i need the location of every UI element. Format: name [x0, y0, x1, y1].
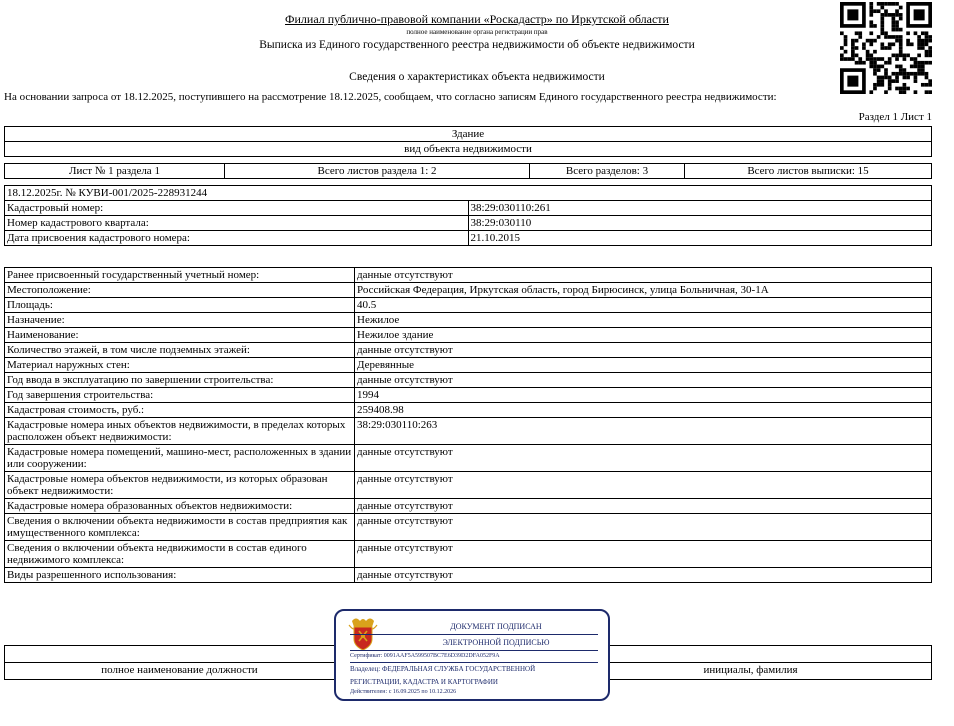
- row-value: Нежилое здание: [355, 328, 932, 343]
- organization-name: Филиал публично-правовой компании «Роскадастр» по Иркутской области: [285, 12, 669, 26]
- sheet-number: Лист № 1 раздела 1: [5, 164, 225, 179]
- object-type-caption: вид объекта недвижимости: [5, 142, 932, 157]
- row-label: Назначение:: [5, 313, 355, 328]
- stamp-divider: [350, 634, 598, 635]
- stamp-certificate: Сертификат: 0091AAF5A599507BC7E6D39D2DFA052F9A: [350, 653, 500, 659]
- row-value: 38:29:030110: [468, 216, 932, 231]
- info-title: Сведения о характеристиках объекта недвижимости: [349, 71, 605, 83]
- row-label: Кадастровый номер:: [5, 201, 469, 216]
- total-sheets: Всего листов выписки: 15: [685, 164, 932, 179]
- row-value: 40.5: [355, 298, 932, 313]
- row-value: 259408.98: [355, 403, 932, 418]
- row-value: 21.10.2015: [468, 231, 932, 246]
- row-label: Наименование:: [5, 328, 355, 343]
- row-label: Виды разрешенного использования:: [5, 568, 355, 583]
- row-value: данные отсутствуют: [355, 445, 932, 472]
- request-text: На основании запроса от 18.12.2025, поступившего на рассмотрение 18.12.2025, сообщаем, что согласно записям Единого государственного реестра недвижимости:: [4, 91, 777, 103]
- table-row: [5, 373, 932, 388]
- row-value: 38:29:030110:263: [355, 418, 932, 445]
- sheets-table: [4, 163, 932, 179]
- row-label: Кадастровые номера иных объектов недвижимости, в пределах которых расположен объект недвижимости:: [5, 418, 355, 445]
- row-value: данные отсутствуют: [355, 472, 932, 499]
- row-value: данные отсутствуют: [355, 373, 932, 388]
- row-value: данные отсутствуют: [355, 499, 932, 514]
- row-value: 1994: [355, 388, 932, 403]
- row-label: Кадастровые номера помещений, машино-мест, расположенных в здании или сооружении:: [5, 445, 355, 472]
- row-value: Деревянные: [355, 358, 932, 373]
- row-label: Материал наружных стен:: [5, 358, 355, 373]
- row-label: Кадастровые номера объектов недвижимости, из которых образован объект недвижимости:: [5, 472, 355, 499]
- row-label: Сведения о включении объекта недвижимости в состав предприятия как имущественного комплекса:: [5, 514, 355, 541]
- name-line: [570, 646, 932, 663]
- extract-title: Выписка из Единого государственного реестра недвижимости об объекте недвижимости: [259, 39, 695, 51]
- table-row: [5, 313, 932, 328]
- table-row: [5, 499, 932, 514]
- row-value: данные отсутствуют: [355, 514, 932, 541]
- stamp-validity: Действителен: с 16.09.2025 по 10.12.2026: [350, 689, 457, 695]
- organization-caption: полное наименование органа регистрации прав: [406, 28, 548, 36]
- object-type-value: Здание: [5, 127, 932, 142]
- sheets-in-section: Всего листов раздела 1: 2: [225, 164, 530, 179]
- qr-code-icon: [840, 2, 932, 94]
- table-row: [5, 541, 932, 568]
- row-label: Площадь:: [5, 298, 355, 313]
- row-label: Кадастровые номера образованных объектов недвижимости:: [5, 499, 355, 514]
- table-row: [5, 514, 932, 541]
- electronic-signature-stamp: [334, 609, 610, 701]
- row-label: Номер кадастрового квартала:: [5, 216, 469, 231]
- total-sections: Всего разделов: 3: [530, 164, 685, 179]
- row-label: Количество этажей, в том числе подземных этажей:: [5, 343, 355, 358]
- stamp-line-1: ДОКУМЕНТ ПОДПИСАН: [450, 622, 542, 631]
- row-label: Местоположение:: [5, 283, 355, 298]
- table-row: [5, 343, 932, 358]
- row-label: Год завершения строительства:: [5, 388, 355, 403]
- stamp-owner: Владелец: ФЕДЕРАЛЬНАЯ СЛУЖБА ГОСУДАРСТВЕННОЙ: [350, 665, 536, 673]
- details-table: [4, 267, 932, 583]
- table-row: [5, 216, 932, 231]
- table-row: [5, 283, 932, 298]
- row-value: данные отсутствуют: [355, 268, 932, 283]
- row-value: Российская Федерация, Иркутская область, город Бирюсинск, улица Больничная, 30-1А: [355, 283, 932, 298]
- stamp-owner-2: РЕГИСТРАЦИИ, КАДАСТРА И КАРТОГРАФИИ: [350, 678, 498, 686]
- stamp-divider: [350, 662, 598, 663]
- row-value: данные отсутствуют: [355, 541, 932, 568]
- row-label: Ранее присвоенный государственный учетный номер:: [5, 268, 355, 283]
- main-info-table: [4, 185, 932, 246]
- document-reference: 18.12.2025г. № КУВИ-001/2025-228931244: [5, 186, 932, 201]
- object-type-table: [4, 126, 932, 157]
- row-value: 38:29:030110:261: [468, 201, 932, 216]
- table-row: [5, 358, 932, 373]
- row-label: Год ввода в эксплуатацию по завершении строительства:: [5, 373, 355, 388]
- row-value: Нежилое: [355, 313, 932, 328]
- name-caption: инициалы, фамилия: [570, 663, 932, 680]
- position-caption: полное наименование должности: [5, 663, 355, 680]
- table-row: [5, 445, 932, 472]
- table-row: [5, 268, 932, 283]
- table-row: [5, 298, 932, 313]
- table-row: [5, 568, 932, 583]
- section-label: Раздел 1 Лист 1: [858, 111, 932, 123]
- row-label: Дата присвоения кадастрового номера:: [5, 231, 469, 246]
- table-row: [5, 472, 932, 499]
- coat-of-arms-icon: [348, 615, 378, 651]
- stamp-line-2: ЭЛЕКТРОННОЙ ПОДПИСЬЮ: [442, 638, 550, 647]
- table-row: [5, 388, 932, 403]
- row-label: Сведения о включении объекта недвижимости в состав единого недвижимого комплекса:: [5, 541, 355, 568]
- table-row: [5, 418, 932, 445]
- table-row: [5, 201, 932, 216]
- row-value: данные отсутствуют: [355, 568, 932, 583]
- table-row: [5, 328, 932, 343]
- table-row: [5, 403, 932, 418]
- row-label: Кадастровая стоимость, руб.:: [5, 403, 355, 418]
- row-value: данные отсутствуют: [355, 343, 932, 358]
- table-row: [5, 231, 932, 246]
- position-line: [5, 646, 355, 663]
- stamp-divider: [350, 650, 598, 651]
